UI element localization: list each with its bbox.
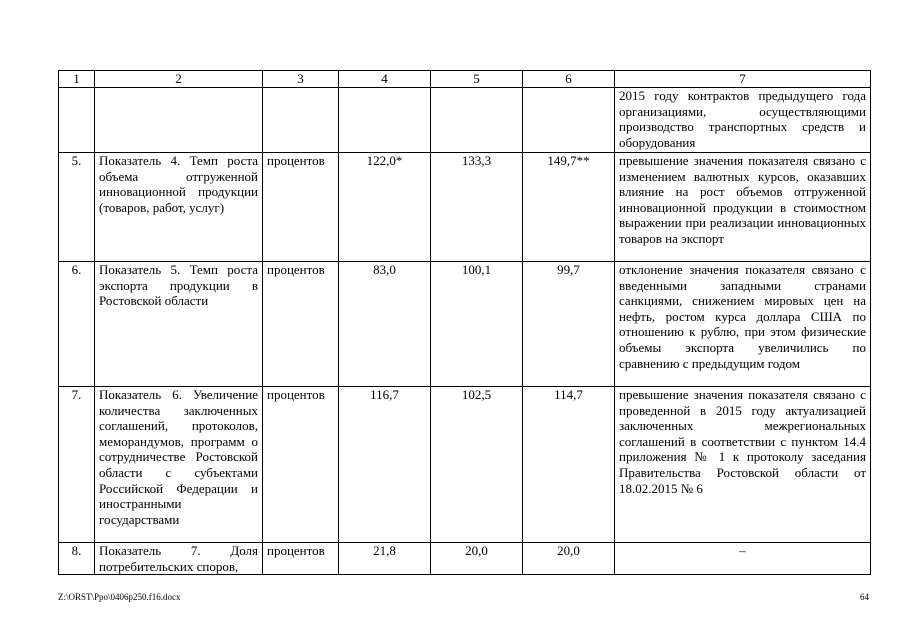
table-row [59, 543, 871, 575]
header-cell: 6 [523, 71, 615, 88]
unit-cell: процентов [263, 387, 339, 543]
header-cell: 4 [339, 71, 431, 88]
unit-cell: процентов [263, 262, 339, 387]
unit-cell: процентов [263, 153, 339, 262]
table-cell [339, 88, 431, 153]
value-col6: 20,0 [523, 543, 615, 575]
header-cell: 1 [59, 71, 95, 88]
indicator-cell: Показатель 5. Темп роста экспорта продукции в Ростовской области [95, 262, 263, 387]
value-col6: 114,7 [523, 387, 615, 543]
table-header-row [59, 71, 871, 88]
value-col5: 20,0 [431, 543, 523, 575]
row-number: 5. [59, 153, 95, 262]
value-col6: 149,7** [523, 153, 615, 262]
value-col5: 133,3 [431, 153, 523, 262]
report-table [58, 70, 871, 575]
indicator-cell: Показатель 7. Доля потребительских споров, [95, 543, 263, 575]
table-cell [59, 88, 95, 153]
unit-cell: процентов [263, 543, 339, 575]
header-cell: 3 [263, 71, 339, 88]
header-cell: 7 [615, 71, 871, 88]
table-cell [95, 88, 263, 153]
table-cell [263, 88, 339, 153]
value-col4: 116,7 [339, 387, 431, 543]
table-row [59, 153, 871, 262]
header-cell: 5 [431, 71, 523, 88]
value-col4: 122,0* [339, 153, 431, 262]
table-row [59, 88, 871, 153]
note-cell: превышение значения показателя связано с проведенной в 2015 году актуализацией заключенных межрегиональных соглашений в соответствии с пунктом 14.4 приложения № 1 к протоколу заседания Правительства Ростовской области от 18.02.2015 № 6 [615, 387, 871, 543]
value-col5: 100,1 [431, 262, 523, 387]
footer-file-path: Z:\ORST\Ppo\0406p250.f16.docx [58, 592, 181, 602]
row-number: 6. [59, 262, 95, 387]
row-number: 7. [59, 387, 95, 543]
table-row [59, 387, 871, 543]
footer-page-number: 64 [860, 592, 869, 602]
note-cell: превышение значения показателя связано с изменением валютных курсов, оказавших влияние на рост объемов отгруженной инновационной продукции в стоимостном выражении при реализации инновационных товаров на экспорт [615, 153, 871, 262]
value-col4: 21,8 [339, 543, 431, 575]
table-cell [431, 88, 523, 153]
note-cell: 2015 году контрактов предыдущего года организациями, осуществляющими производство транспортных средств и оборудования [615, 88, 871, 153]
table-row [59, 262, 871, 387]
value-col6: 99,7 [523, 262, 615, 387]
value-col4: 83,0 [339, 262, 431, 387]
note-cell: – [615, 543, 871, 575]
note-cell: отклонение значения показателя связано с введенными западными странами санкциями, снижением мировых цен на нефть, ростом курса доллара США по отношению к рублю, при этом физические объемы экспорта увеличились по сравнению с предыдущим годом [615, 262, 871, 387]
indicator-cell: Показатель 6. Увеличение количества заключенных соглашений, протоколов, меморандумов, программ о сотрудничестве Ростовской области с субъектами Российской Федерации и иностранными государствами [95, 387, 263, 543]
indicator-cell: Показатель 4. Темп роста объема отгруженной инновационной продукции (товаров, работ, услуг) [95, 153, 263, 262]
row-number: 8. [59, 543, 95, 575]
value-col5: 102,5 [431, 387, 523, 543]
table-cell [523, 88, 615, 153]
header-cell: 2 [95, 71, 263, 88]
